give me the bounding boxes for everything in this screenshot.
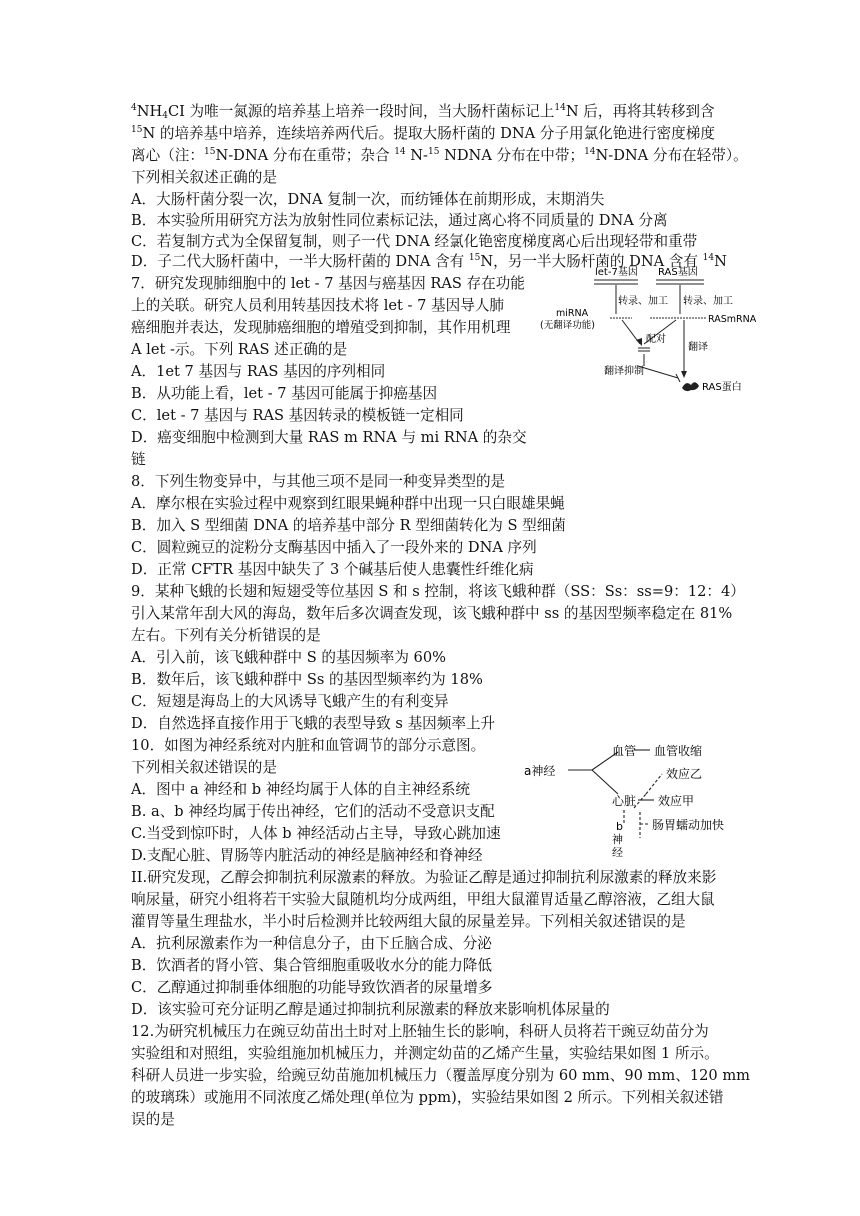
q7-option-c: C．let - 7 基因与 RAS 基因转录的模板链一定相同: [131, 407, 464, 424]
q10-line-2: 下列相关叙述错误的是: [131, 759, 277, 776]
q12-line-4: 的玻璃珠）或施用不同浓度乙烯处理(单位为 ppm)，实验结果如图 2 所示。下列相关叙述错: [131, 1089, 724, 1106]
q8-option-a: A．摩尔根在实验过程中观察到红眼果蝇种群中出现一只白眼雄果蝇: [131, 495, 565, 512]
q7-option-d-cont: 链: [131, 451, 146, 468]
a-nerve-label: a神经: [524, 764, 556, 778]
mirna-note: (无翻译功能): [540, 320, 595, 331]
let7-gene-label: let-7基因: [595, 267, 638, 278]
q9-option-a: A．引入前，该飞蛾种群中 S 的基因频率为 60%: [131, 649, 446, 666]
b-nerve-label: b: [616, 820, 623, 833]
q12-line-3: 科研人员进一步实验，给豌豆幼苗施加机械压力（覆盖厚度分别为 60 mm、90 mm、120 mm: [131, 1067, 750, 1084]
q12-line-1: 12.为研究机械压力在豌豆幼苗出土时对上胚轴生长的影响，科研人员将若干豌豆幼苗分为: [131, 1023, 709, 1040]
q8-stem: 8．下列生物变异中，与其他三项不是同一种变异类型的是: [131, 473, 506, 490]
effect-b-label: 效应乙: [666, 767, 703, 781]
vessel-label: 血管: [612, 744, 637, 758]
q9-option-c: C．短翅是海岛上的大风诱导飞蛾产生的有利变异: [131, 693, 449, 710]
q9-option-b: B．数年后，该飞蛾种群中 Ss 的基因型频率约为 18%: [131, 671, 483, 688]
q7-option-d: D．癌变细胞中检测到大量 RAS m RNA 与 mi RNA 的杂交: [131, 429, 527, 446]
q10-option-d: D.支配心脏、胃肠等内脏活动的神经是脑神经和脊神经: [131, 847, 483, 864]
let7-ras-diagram: [538, 266, 757, 393]
q9-option-d: D．自然选择直接作用于飞蛾的表型导致 s 基因频率上升: [131, 715, 496, 732]
q11-line-1: II.研究发现，乙醇会抑制抗利尿激素的释放。为验证乙醇是通过抑制抗利尿激素的释放来影: [131, 869, 717, 886]
heart-label: 心脏: [612, 794, 637, 808]
rasmrna-label: RASmRNA: [708, 314, 757, 325]
pairing-label: 配对: [646, 334, 666, 345]
intro-option-d: D．子二代大肠杆菌中，一半大肠杆菌的 DNA 含有 $^{15}$N，另一半大肠杆菌的 DNA 含有 $^{14}$N: [131, 253, 727, 270]
q7-option-b: B．从功能上看，let - 7 基因可能属于抑癌基因: [131, 385, 438, 402]
q8-option-b: B．加入 S 型细菌 DNA 的培养基中部分 R 型细菌转化为 S 型细菌: [131, 517, 566, 534]
q7-option-a: A．1et 7 基因与 RAS 基因的序列相同: [131, 363, 386, 380]
q10-option-a: A．图中 a 神经和 b 神经均属于人体的自主神经系统: [131, 781, 471, 798]
q7-line-1: 7．研究发现肺细胞中的 let - 7 基因与癌基因 RAS 存在功能: [131, 275, 525, 292]
gut-peristalsis-label: 肠胃蠕动加快: [652, 818, 725, 832]
intro-line-2: $^{15}$N 的培养基中培养，连续培养两代后。提取大肠杆菌的 DNA 分子用氯化铯进行密度梯度: [131, 125, 715, 142]
q7-line-4: A let -示。下列 RAS 述正确的是: [131, 341, 348, 358]
b-nerve-label-3: 经: [612, 846, 623, 859]
q11-option-b: B．饮酒者的肾小管、集合管细胞重吸收水分的能力降低: [131, 957, 492, 974]
translation-label: 翻译: [688, 342, 708, 353]
q12-line-5: 误的是: [131, 1111, 175, 1128]
ras-protein-icon: [682, 382, 699, 391]
q11-line-3: 灌胃等量生理盐水，半小时后检测并比较两组大鼠的尿量差异。下列相关叙述错误的是: [131, 913, 686, 930]
q9-line-1: 9．某种飞蛾的长翅和短翅受等位基因 S 和 s 控制，将该飞蛾种群（SS：Ss：ss=9：12：4）: [131, 583, 745, 600]
vessel-contraction-label: 血管收缩: [654, 744, 703, 758]
q11-option-a: A．抗利尿激素作为一种信息分子，由下丘脑合成、分泌: [131, 935, 492, 952]
q8-option-c: C．圆粒豌豆的淀粉分支酶基因中插入了一段外来的 DNA 序列: [131, 539, 537, 556]
q9-line-2: 引入某常年刮大风的海岛，数年后多次调查发现，该飞蛾种群中 ss 的基因型频率稳定在 81%: [131, 605, 733, 622]
effect-a-label: 效应甲: [658, 794, 695, 808]
intro-line-3: 离心（注：$^{15}$N-DNA 分布在重带；杂合 $^{14}$ N-$^{15}$ NDNA 分布在中带；$^{14}$N-DNA 分布在轻带）。: [131, 147, 748, 164]
ras-protein-label: RAS蛋白: [702, 382, 742, 393]
intro-option-b: B．本实验所用研究方法为放射性同位素标记法，通过离心将不同质量的 DNA 分离: [131, 212, 668, 229]
q7-line-3: 癌细胞并表达，发现肺癌细胞的增殖受到抑制，其作用机理: [131, 319, 511, 336]
q10-line-1: 10．如图为神经系统对内脏和血管调节的部分示意图。: [131, 737, 486, 754]
transcription-right-label: 转录、加工: [683, 296, 733, 307]
intro-option-a: A．大肠杆菌分裂一次，DNA 复制一次，而纺锤体在前期形成，末期消失: [131, 191, 605, 208]
q8-option-d: D．正常 CFTR 基因中缺失了 3 个碱基后使人患囊性纤维化病: [131, 561, 534, 578]
intro-option-c: C．若复制方式为全保留复制，则子一代 DNA 经氯化铯密度梯度离心后出现轻带和重带: [131, 233, 698, 250]
ras-gene-label: RAS基因: [658, 267, 698, 278]
mirna-label: miRNA: [556, 308, 589, 319]
intro-line-1: $^4NH_4CI$ 为唯一氮源的培养基上培养一段时间，当大肠杆菌标记上$^{14}$N 后，再将其转移到含: [131, 103, 715, 121]
q11-option-c: C．乙醇通过抑制垂体细胞的功能导致饮酒者的尿量增多: [131, 979, 493, 996]
intro-stem: 下列相关叙述正确的是: [131, 169, 277, 186]
q10-option-c: C.当受到惊吓时，人体 b 神经活动占主导，导致心跳加速: [131, 825, 501, 842]
translation-inhibit-label: 翻译抑制: [604, 366, 644, 377]
transcription-left-label: 转录、加工: [618, 296, 668, 307]
q9-line-3: 左右。下列有关分析错误的是: [131, 627, 321, 644]
b-nerve-label-2: 神: [612, 833, 623, 846]
q12-line-2: 实验组和对照组，实验组施加机械压力，并测定幼苗的乙烯产生量，实验结果如图 1 所示。: [131, 1045, 719, 1062]
nerve-regulation-diagram: [522, 738, 752, 858]
q10-option-b: B. a、b 神经均属于传出神经，它们的活动不受意识支配: [131, 803, 495, 820]
q11-option-d: D．该实验可充分证明乙醇是通过抑制抗利尿激素的释放来影响机体尿量的: [131, 1001, 610, 1018]
q11-line-2: 响尿量，研究小组将若干实验大鼠随机均分成两组，甲组大鼠灌胃适量乙醇溶液，乙组大鼠: [131, 891, 715, 908]
q7-line-2: 上的关联。研究人员利用转基因技术将 let - 7 基因导人肺: [131, 297, 505, 314]
